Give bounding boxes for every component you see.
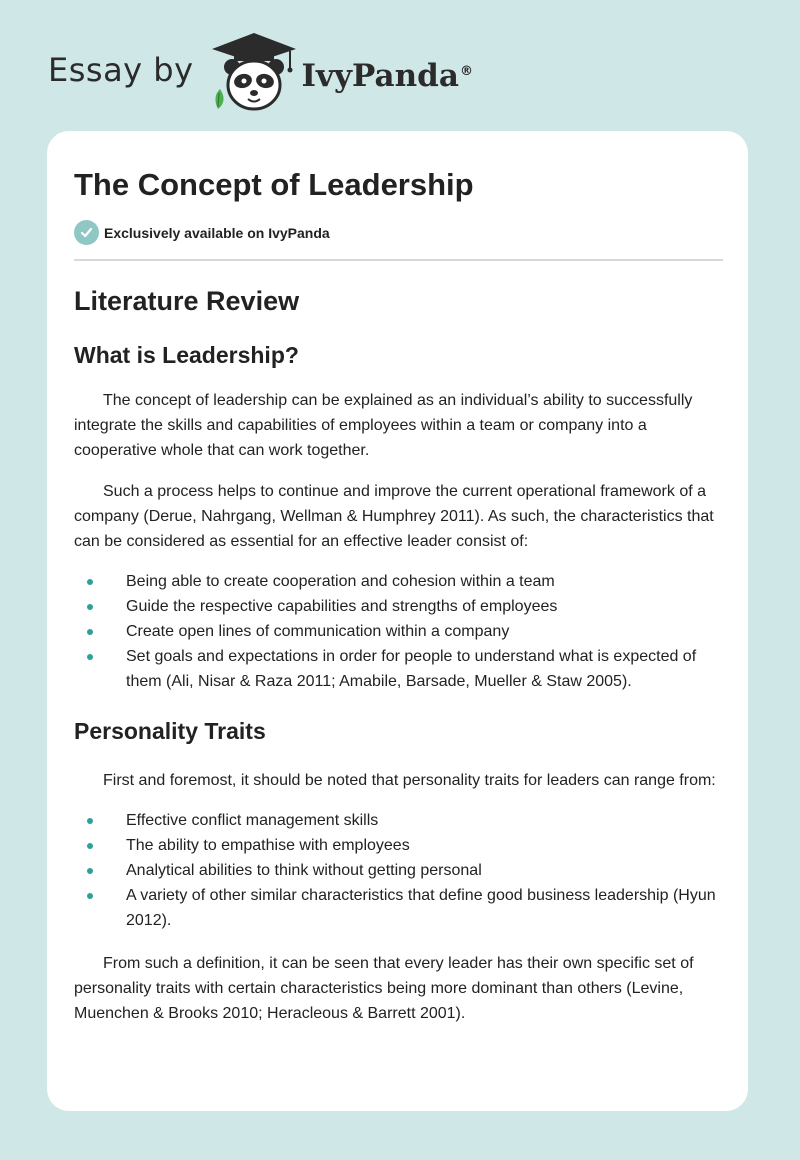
list-item: A variety of other similar characteristics that define good business leadership (Hyun 2012).	[74, 883, 724, 933]
exclusive-badge	[74, 220, 722, 245]
panda-graduate-icon	[208, 31, 300, 115]
bullet-icon	[87, 893, 93, 899]
paragraph: From such a definition, it can be seen that every leader has their own specific set of personality traits with certain characteristics being more dominant than others (Levine, Muenchen & Brooks 2010; Heracleous & Barrett 2001).	[74, 955, 694, 1022]
list-item: Guide the respective capabilities and strengths of employees	[74, 594, 724, 619]
list-item: The ability to empathise with employees	[74, 833, 724, 858]
list-item: Set goals and expectations in order for people to understand what is expected of them (Ali, Nisar & Raza 2011; Amabile, Barsade, Mueller & Staw 2005).	[74, 644, 724, 694]
exclusive-label: Exclusively available on IvyPanda	[104, 224, 330, 241]
bullet-icon	[87, 629, 93, 635]
list-item: Being able to create cooperation and cohesion within a team	[74, 569, 724, 594]
bullet-icon	[87, 818, 93, 824]
essay-card	[47, 131, 748, 1111]
bullet-icon	[87, 604, 93, 610]
section-heading-literature-review: Literature Review	[74, 286, 300, 316]
brand-prefix: Essay by	[48, 51, 194, 89]
divider	[74, 259, 723, 261]
page-title: The Concept of Leadership	[74, 167, 474, 202]
brand-header	[48, 28, 473, 118]
list-item: Effective conflict management skills	[74, 808, 724, 833]
subsection-heading-what-is-leadership: What is Leadership?	[74, 342, 299, 368]
bullet-icon	[87, 868, 93, 874]
paragraph: The concept of leadership can be explained as an individual’s ability to successfully integrate the skills and capabilities of employees within a team or company into a cooperative whole that can work together.	[74, 392, 693, 459]
list-item: Analytical abilities to think without getting personal	[74, 858, 724, 883]
bullet-icon	[87, 654, 93, 660]
bullet-icon	[87, 843, 93, 849]
personality-traits-list	[74, 808, 724, 933]
check-icon	[74, 220, 99, 245]
registered-mark: ®	[459, 63, 473, 79]
paragraph: First and foremost, it should be noted that personality traits for leaders can range from:	[103, 772, 716, 789]
subsection-heading-personality-traits: Personality Traits	[74, 718, 266, 744]
bullet-icon	[87, 579, 93, 585]
list-item: Create open lines of communication within a company	[74, 619, 724, 644]
leadership-characteristics-list	[74, 569, 724, 694]
paragraph: Such a process helps to continue and improve the current operational framework of a company (Derue, Nahrgang, Wellman & Humphrey 2011). As such, the characteristics that can be considered as essential for an effective leader consist of:	[74, 483, 714, 550]
brand-name: IvyPanda®	[301, 58, 473, 94]
